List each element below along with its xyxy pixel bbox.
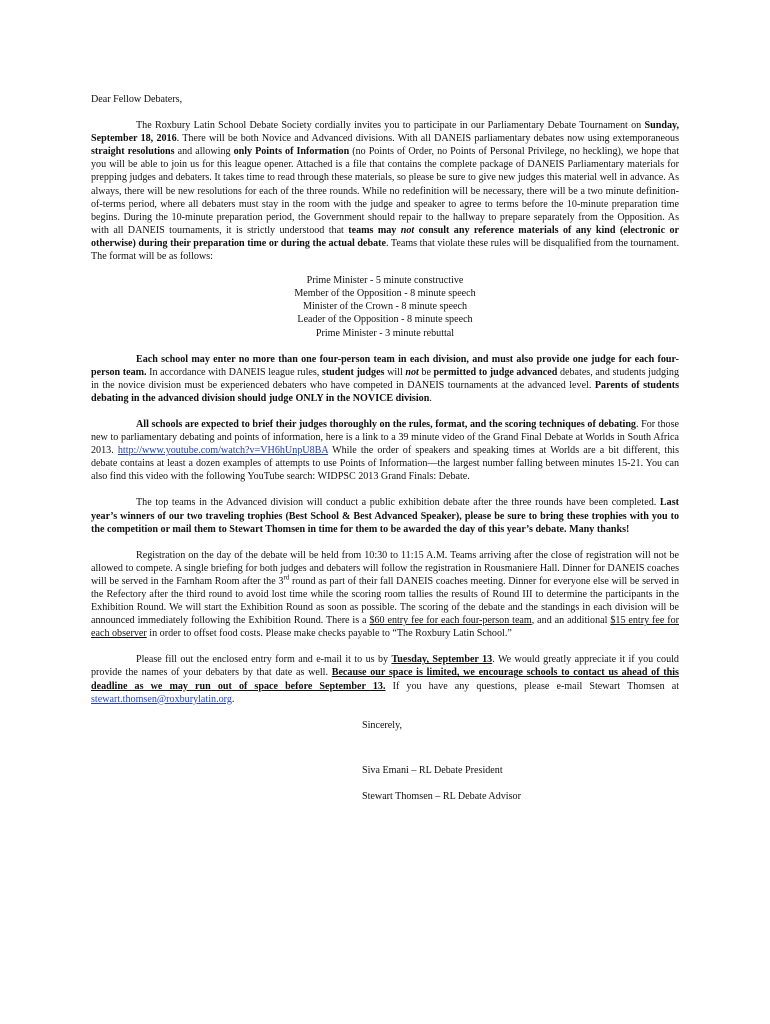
tournament-date: Sunday, September 18, 2016	[91, 120, 679, 145]
closing: Sincerely,	[362, 719, 402, 731]
paragraph-team-rules: Each school may enter no more than one four-person team in each division, and must also provide one judge for each four-person team. In accordance with DANEIS league rules, student judges will not be permitted to judge advanced debates, and students judging in the novice division must be experienced debaters who have competed in DANEIS tournaments at the advanced level. Parents of students debating in the advanced division should judge ONLY in the NOVICE division.	[91, 353, 680, 404]
format-list	[91, 274, 679, 339]
signature-president: Siva Emani – RL Debate President	[362, 764, 503, 776]
format-item: Leader of the Opposition - 8 minute speech	[297, 314, 473, 326]
letter-page	[91, 93, 679, 803]
format-item: Member of the Opposition - 8 minute speech	[294, 288, 476, 300]
observer-fee: $15 entry fee for each observer	[91, 615, 679, 640]
video-link[interactable]: http://www.youtube.com/watch?v=VH6hUnpU8BA	[117, 445, 329, 457]
signature-advisor: Stewart Thomsen – RL Debate Advisor	[362, 790, 521, 802]
format-item: Minister of the Crown - 8 minute speech	[303, 301, 467, 313]
paragraph-registration: Registration on the day of the debate will be held from 10:30 to 11:15 A.M. Teams arriving after the close of registration will not be allowed to compete. A single briefing for both judges and debaters will follow the registration in Rousmaniere Hall. Dinner for DANEIS coaches will be served in the Farnham Room after the 3rd round as part of their fall DANEIS coaches meeting. Dinner for everyone else will be served in the Refectory after the third round to avoid lost time while the scoring room tallies the results of Round III to determine the participants in the Exhibition Round. We will start the Exhibition Round as soon as possible. The scoring of the debate and the standings in each division will be announced immediately following the Exhibition Round. There is a $60 entry fee for each four-person team, and an additional $15 entry fee for each observer in order to offset food costs. Please make checks payable to “The Roxbury Latin School.”	[91, 549, 679, 640]
entry-deadline: Tuesday, September 13	[391, 654, 493, 666]
greeting: Dear Fellow Debaters,	[91, 94, 183, 105]
format-item: Prime Minister - 3 minute rebuttal	[315, 327, 455, 339]
paragraph-entry-form: Please fill out the enclosed entry form and e-mail it to us by Tuesday, September 13. We would greatly appreciate it if you could provide the names of your debaters by that date as well. Because our space is limited, we encourage schools to contact us ahead of this deadline as we may run out of space before September 13. If you have any questions, please e-mail Stewart Thomsen at stewart.thomsen@roxburylatin.org.	[91, 654, 680, 705]
paragraph-invitation: The Roxbury Latin School Debate Society cordially invites you to participate in our Parliamentary Debate Tournament on Sunday, September 18, 2016. There will be both Novice and Advanced divisions. With all DANEIS parliamentary debates now using extemporaneous straight resolutions and allowing only Points of Information (no Points of Order, no Points of Personal Privilege, no heckling), we hope that you will be able to join us for this league opener. Attached is a file that contains the complete package of DANEIS Parliamentary materials for prepping judges and debaters. It takes time to read through these materials, so please be sure to give new judges this material well in advance. As always, there will be new resolutions for each of the three rounds. While no redefinition will be necessary, there will be a two minute definition-of-terms period, where all debaters must stay in the room with the judge and speaker to agree to terms before the 10-minute preparation time begins. During the 10-minute preparation period, the Government should repair to the hallway to prepare separately from the Opposition. As with all DANEIS tournaments, it is strictly understood that teams may not consult any reference materials of any kind (electronic or otherwise) during their preparation time or during the actual debate. Teams that violate these rules will be disqualified from the tournament. The format will be as follows:	[91, 120, 680, 263]
format-item: Prime Minister - 5 minute constructive	[306, 275, 464, 287]
team-fee: $60 entry fee for each four-person team	[369, 615, 532, 627]
paragraph-exhibition: The top teams in the Advanced division will conduct a public exhibition debate after the three rounds have been completed. Last year’s winners of our two traveling trophies (Best School & Best Advanced Speaker), please be sure to bring these trophies with you to the competition or mail them to Stewart Thomsen in time for them to be awarded the day of this year’s debate. Many thanks!	[91, 497, 679, 535]
paragraph-judge-briefing: All schools are expected to brief their judges thoroughly on the rules, format, and the scoring techniques of debating. For those new to parliamentary debating and points of information, here is a link to a 39 minute video of the Grand Final Debate at Worlds in South Africa 2013. http://www.youtube.com/watch?v=VH6hUnpU8BA While the order of speakers and speaking times at Worlds are a bit different, this debate contains at least a dozen examples of attempts to use Points of Information—the largest number falling between minutes 15-21. You can also find this video with the following YouTube search: WIDPSC 2013 Grand Finals: Debate.	[91, 418, 680, 483]
email-link[interactable]: stewart.thomsen@roxburylatin.org	[91, 693, 232, 705]
